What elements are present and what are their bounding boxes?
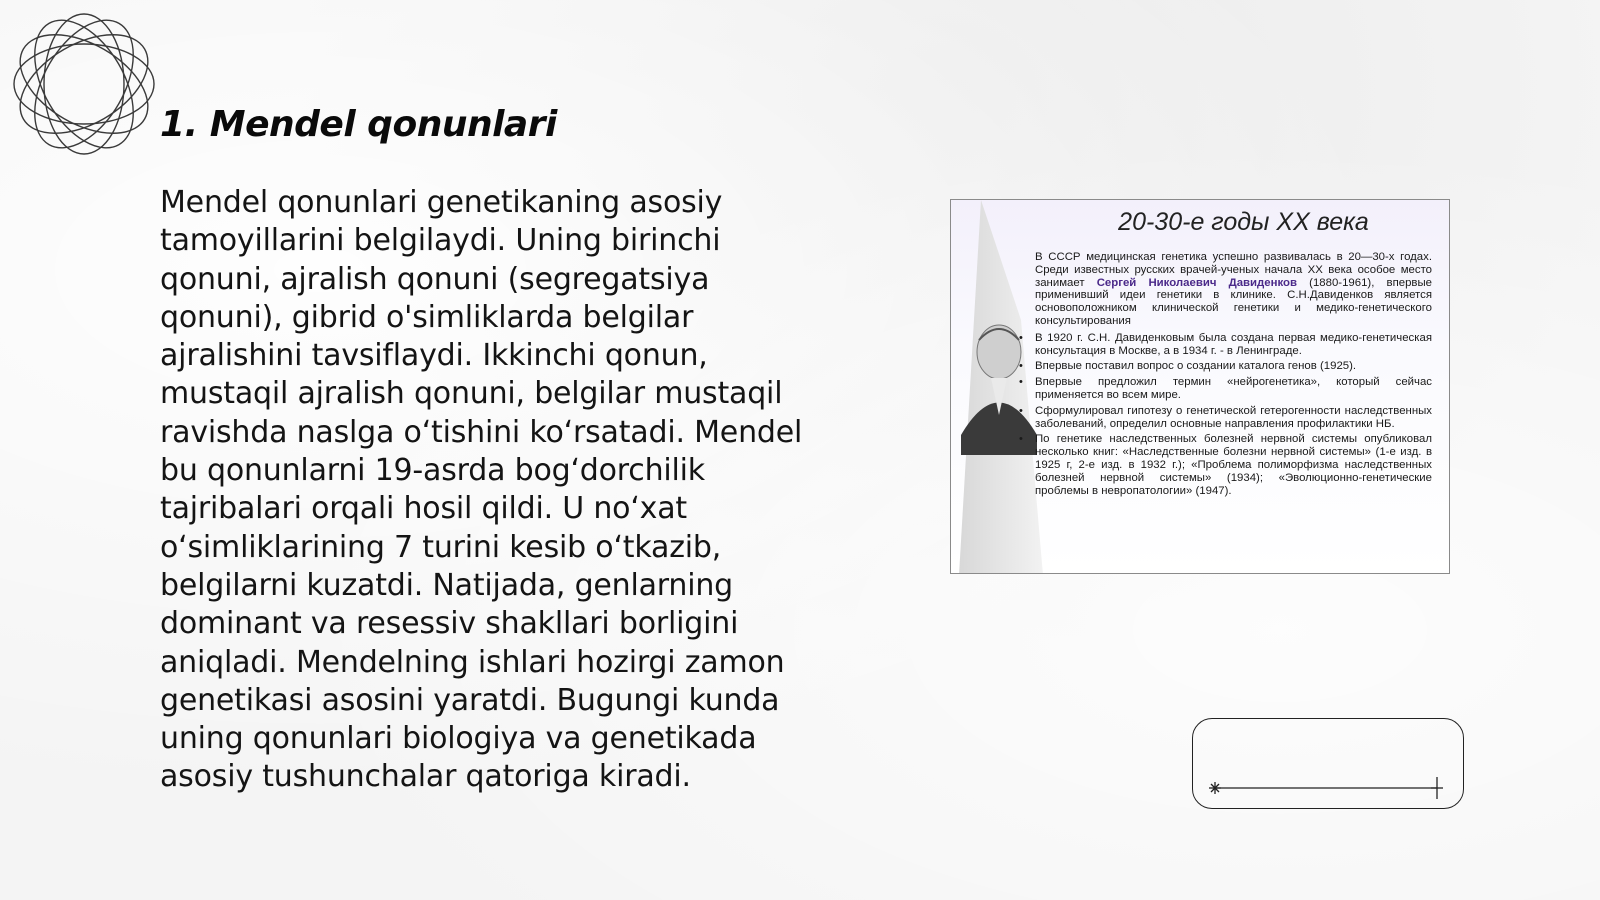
figure-bullet: • Впервые предложил термин «нейрогенетика», который сейчас применяется во всем мире. [1035,376,1432,402]
slide-title: 1. Mendel qonunlari [160,104,557,145]
line-ornament-icon [1193,719,1465,810]
figure-intro [1035,251,1432,328]
figure-bullet: • Сформулировал гипотезу о генетической гетерогенности наследственных заболеваний, определил основные направления профилактики НБ. [1035,405,1432,431]
figure-intro-text-end: (1880-1961), впервые применивший идеи генетики в клинике. С.Н.Давиденков является основоположником клинической генетики и медико-генетического консультирования [1035,276,1432,327]
figure-bullet-list [1035,332,1432,498]
figure-bullet: • В 1920 г. С.Н. Давиденковым была создана первая медико-генетическая консультация в Москве, а в 1934 г. - в Ленинграде. [1035,332,1432,358]
highlighted-name: Сергей Николаевич Давиденков [1096,276,1297,289]
history-figure [950,199,1450,574]
figure-text [1035,251,1432,500]
portrait-image [951,200,1043,574]
circle-ornament-icon [10,10,158,158]
body-paragraph: Mendel qonunlari genetikaning asosiy tamoyillarini belgilaydi. Uning birinchi qonuni, ajralish qonuni (segregatsiya qonuni), gibrid o'simliklarda belgilar ajralishini tavsiflaydi. Ikkinchi qonun, mustaqil ajralish qonuni, belgilar mustaqil ravishda naslga o‘tishini ko‘rsatadi. Mendel bu qonunlarni 19-asrda bog‘dorchilik tajribalari orqali hosil qildi. U no‘xat o‘simliklarining 7 turini kesib o‘tkazib, belgilarni kuzatdi. Natijada, genlarning dominant va resessiv shakllari borligini aniqladi. Mendelning ishlari hozirgi zamon genetikasi asosini yaratdi. Bugungi kunda uning qonunlari biologiya va genetikada asosiy tushunchalar qatoriga kiradi. [160,185,803,795]
figure-bullet: • Впервые поставил вопрос о создании каталога генов (1925). [1035,360,1432,373]
figure-intro-text: В СССР медицинская генетика успешно развивалась в 20—30-х годах. Среди известных русских врачей-ученых начала XX века особое место занимает [1035,251,1432,289]
figure-title: 20-30-е годы XX века [1118,208,1369,236]
figure-bullet: • По генетике наследственных болезней нервной системы опубликовал несколько книг: «Наследственные болезни нервной системы» (1-е изд. в 1925 г, 2-е изд. в 1932 г.); «Проблема полиморфизма наследственных болезней нервной системы» (1934); «Эволюционно-генетические проблемы в невропатологии» (1947). [1035,433,1432,497]
decorative-frame [1192,718,1464,809]
